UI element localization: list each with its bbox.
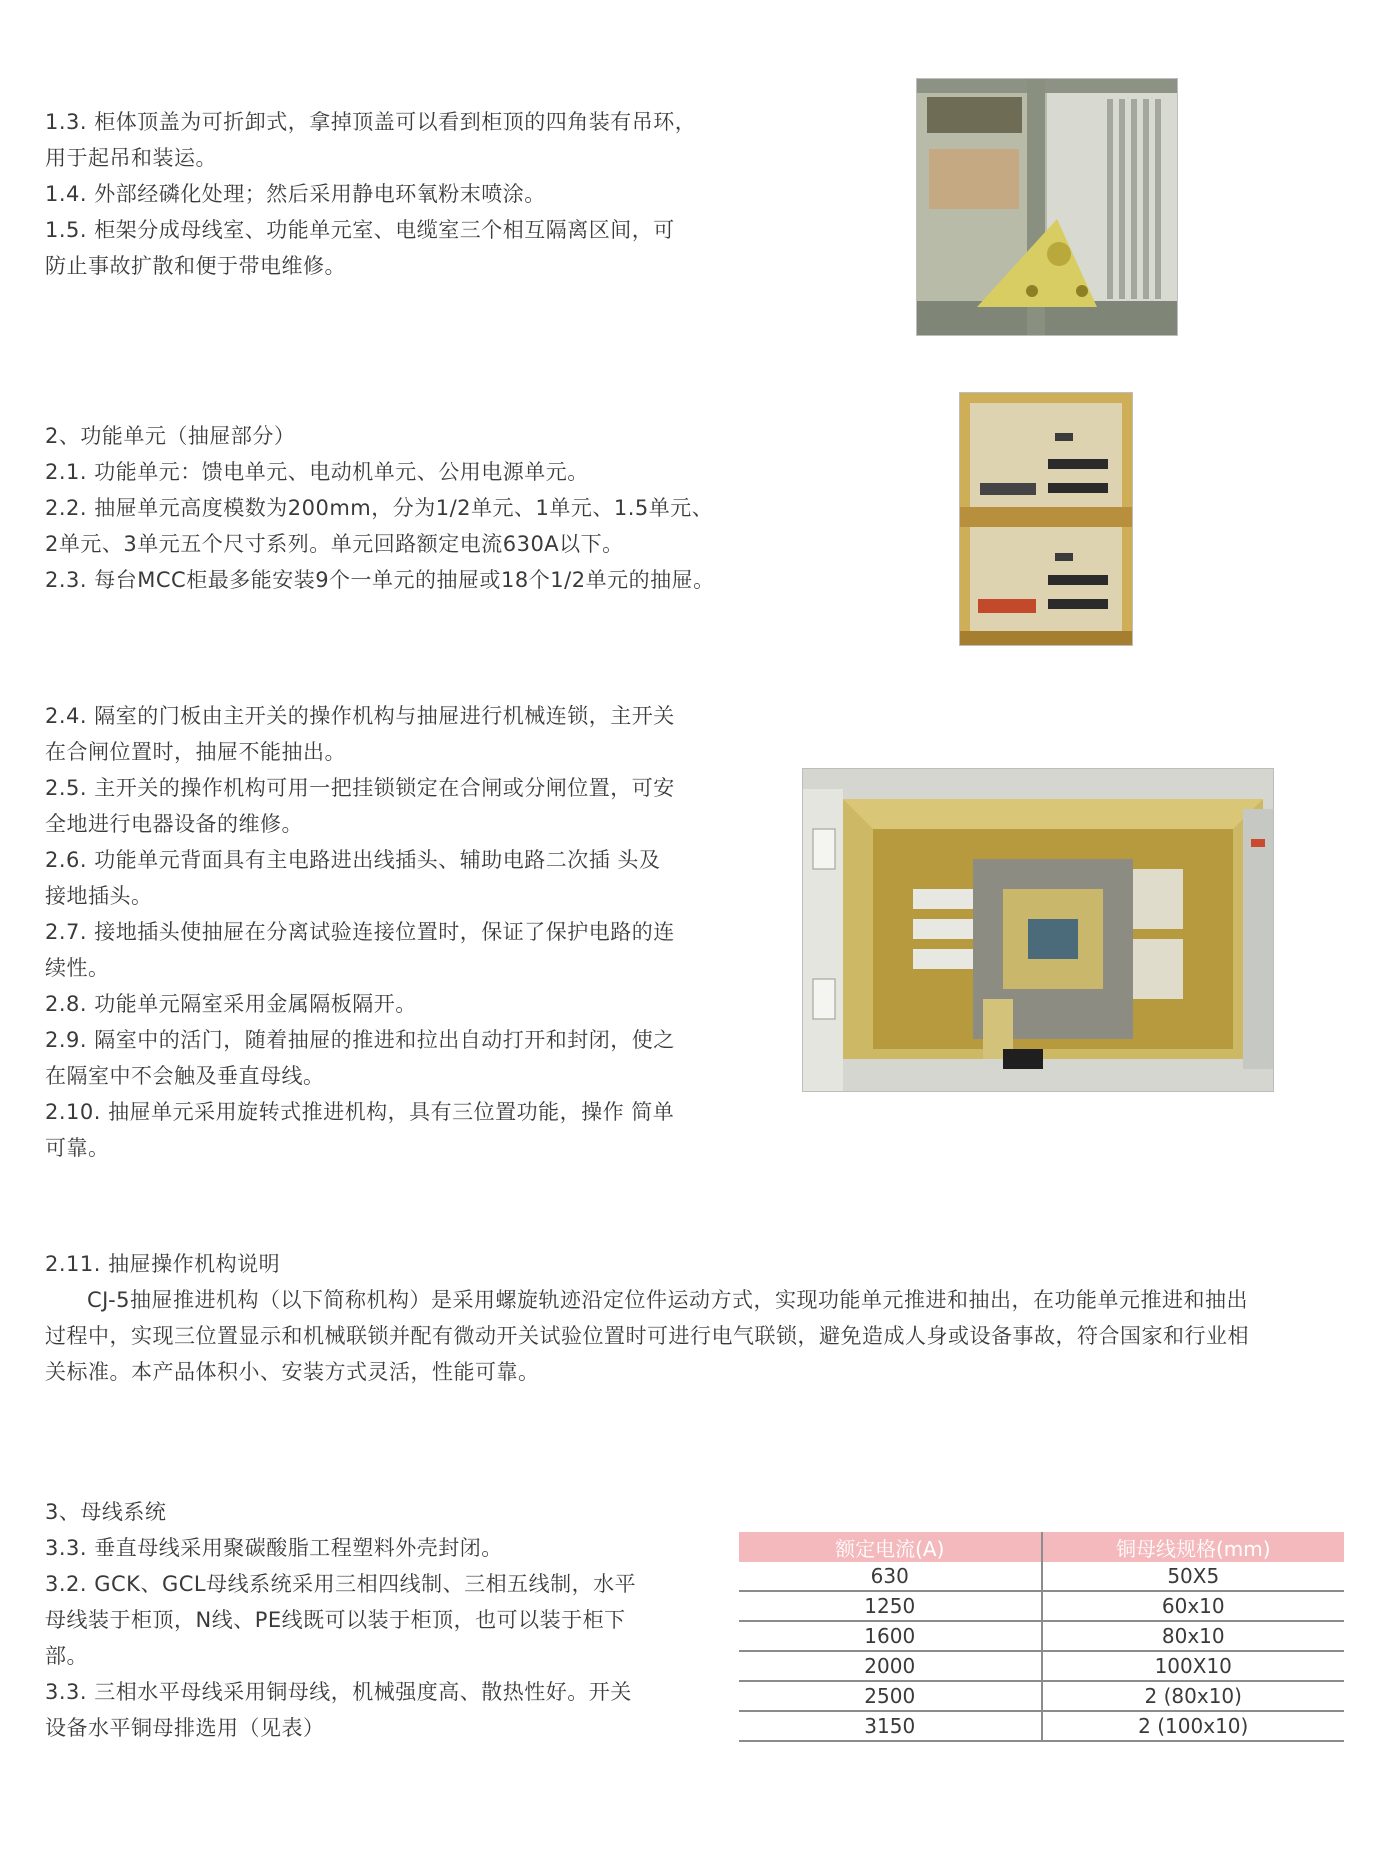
mechanism-para-line-1: CJ-5抽屉推进机构（以下简称机构）是采用螺旋轨迹沿定位件运动方式，实现功能单元推进和抽出，在功能单元推进和抽出	[87, 1288, 1249, 1312]
item-3-3-b-line-2: 设备水平铜母排选用（见表）	[45, 1716, 325, 1740]
item-2-3: 2.3. 每台MCC柜最多能安装9个一单元的抽屉或18个1/2单元的抽屉。	[45, 568, 715, 592]
item-1-4: 1.4. 外部经磷化处理；然后采用静电环氧粉末喷涂。	[45, 182, 546, 206]
drawer-interior-illustration	[803, 769, 1273, 1091]
cell-spec: 2 (80x10)	[1042, 1681, 1345, 1711]
item-3-2-line-2: 母线装于柜顶，N线、PE线既可以装于柜顶，也可以装于柜下	[45, 1608, 626, 1632]
drawer-units-illustration	[960, 393, 1132, 645]
section-3-text	[45, 698, 675, 1166]
item-1-5-line-1: 1.5. 柜架分成母线室、功能单元室、电缆室三个相互隔离区间，可	[45, 218, 675, 242]
section-1-text	[45, 104, 696, 284]
item-2-7-line-2: 续性。	[45, 956, 110, 980]
item-2-2-line-2: 2单元、3单元五个尺寸系列。单元回路额定电流630A以下。	[45, 532, 624, 556]
item-3-3-b-line-1: 3.3. 三相水平母线采用铜母线，机械强度高、散热性好。开关	[45, 1680, 632, 1704]
item-2-2-line-1: 2.2. 抽屉单元高度模数为200mm，分为1/2单元、1单元、1.5单元、	[45, 496, 714, 520]
item-2-6-line-2: 接地插头。	[45, 884, 153, 908]
cell-current: 2000	[739, 1651, 1042, 1681]
cell-spec: 2 (100x10)	[1042, 1711, 1345, 1741]
table-row	[739, 1711, 1344, 1741]
cell-current: 630	[739, 1562, 1042, 1591]
item-2-4-line-1: 2.4. 隔室的门板由主开关的操作机构与抽屉进行机械连锁，主开关	[45, 704, 675, 728]
table-row	[739, 1681, 1344, 1711]
cabinet-top-photo	[916, 78, 1178, 336]
mechanism-para-line-2: 过程中，实现三位置显示和机械联锁并配有微动开关试验位置时可进行电气联锁，避免造成人身或设备事故，符合国家和行业相	[45, 1324, 1249, 1348]
item-3-2-line-3: 部。	[45, 1644, 88, 1668]
item-2-9-line-2: 在隔室中不会触及垂直母线。	[45, 1064, 325, 1088]
table-row	[739, 1562, 1344, 1591]
section-4-text	[45, 1246, 1345, 1390]
item-2-10-line-2: 可靠。	[45, 1136, 110, 1160]
item-2-10-line-1: 2.10. 抽屉单元采用旋转式推进机构，具有三位置功能，操作 简单	[45, 1100, 675, 1124]
cell-current: 3150	[739, 1711, 1042, 1741]
cell-spec: 100X10	[1042, 1651, 1345, 1681]
table-row	[739, 1651, 1344, 1681]
item-2-7-line-1: 2.7. 接地插头使抽屉在分离试验连接位置时，保证了保护电路的连	[45, 920, 675, 944]
section-2-heading: 2、功能单元（抽屉部分）	[45, 424, 296, 448]
item-2-9-line-1: 2.9. 隔室中的活门，随着抽屉的推进和拉出自动打开和封闭，使之	[45, 1028, 675, 1052]
item-2-5-line-2: 全地进行电器设备的维修。	[45, 812, 303, 836]
item-2-6-line-1: 2.6. 功能单元背面具有主电路进出线插头、辅助电路二次插 头及	[45, 848, 661, 872]
table-row	[739, 1591, 1344, 1621]
item-2-4-line-2: 在合闸位置时，抽屉不能抽出。	[45, 740, 346, 764]
cell-current: 1600	[739, 1621, 1042, 1651]
cell-spec: 50X5	[1042, 1562, 1345, 1591]
drawer-interior-photo	[802, 768, 1274, 1092]
busbar-spec-table	[739, 1532, 1344, 1742]
section-3-heading: 3、母线系统	[45, 1500, 167, 1524]
item-2-5-line-1: 2.5. 主开关的操作机构可用一把挂锁锁定在合闸或分闸位置，可安	[45, 776, 675, 800]
cell-spec: 60x10	[1042, 1591, 1345, 1621]
item-1-5-line-2: 防止事故扩散和便于带电维修。	[45, 254, 346, 278]
item-3-2-line-1: 3.2. GCK、GCL母线系统采用三相四线制、三相五线制，水平	[45, 1572, 637, 1596]
drawer-units-photo	[959, 392, 1133, 646]
section-2-11-heading: 2.11. 抽屉操作机构说明	[45, 1252, 281, 1276]
item-3-3-a: 3.3. 垂直母线采用聚碳酸脂工程塑料外壳封闭。	[45, 1536, 503, 1560]
cell-current: 1250	[739, 1591, 1042, 1621]
item-2-1: 2.1. 功能单元：馈电单元、电动机单元、公用电源单元。	[45, 460, 589, 484]
section-2-text	[45, 418, 715, 598]
item-2-8: 2.8. 功能单元隔室采用金属隔板隔开。	[45, 992, 417, 1016]
item-1-3-line-2: 用于起吊和装运。	[45, 146, 217, 170]
table-header-row	[739, 1532, 1344, 1562]
mechanism-para-line-3: 关标准。本产品体积小、安装方式灵活，性能可靠。	[45, 1360, 540, 1384]
section-5-text	[45, 1494, 636, 1746]
cell-spec: 80x10	[1042, 1621, 1345, 1651]
cabinet-top-illustration	[917, 79, 1177, 335]
header-busbar-spec: 铜母线规格(mm)	[1042, 1532, 1345, 1562]
header-rated-current: 额定电流(A)	[739, 1532, 1042, 1562]
item-1-3-line-1: 1.3. 柜体顶盖为可折卸式，拿掉顶盖可以看到柜顶的四角装有吊环，	[45, 110, 697, 134]
cell-current: 2500	[739, 1681, 1042, 1711]
table-row	[739, 1621, 1344, 1651]
